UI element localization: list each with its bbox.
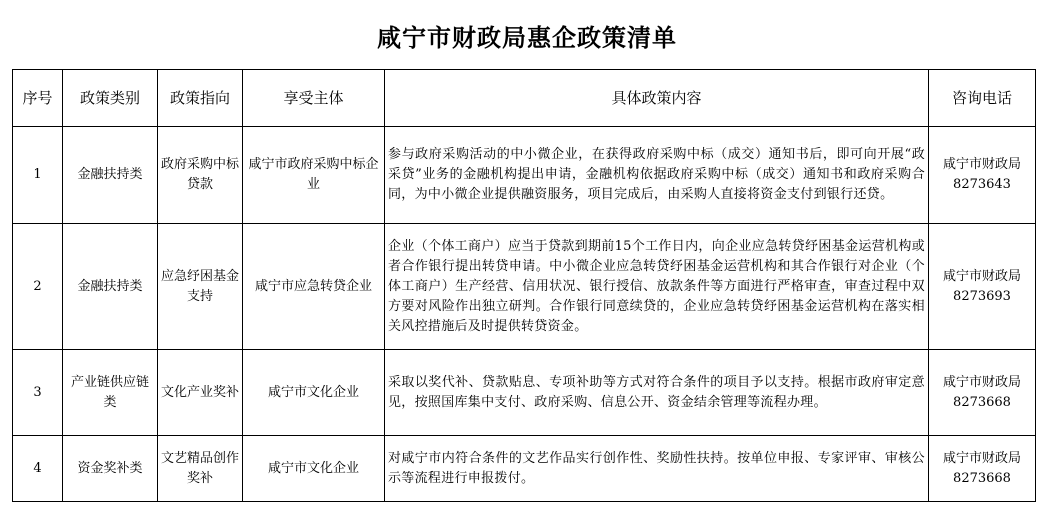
contact-org: 咸宁市财政局	[942, 268, 1021, 284]
cell-direction: 文化产业奖补	[158, 350, 243, 436]
cell-contact	[929, 127, 1036, 224]
contact-org: 咸宁市财政局	[942, 157, 1021, 172]
cell-content: 企业（个体工商户）应当于贷款到期前15个工作日内，向企业应急转贷纾困基金运营机构或者合作银行提出转贷申请。中小微企业应急转贷纾困基金运营机构和其合作银行对企业（个体工商户）生产经营、信用状况、银行授信、放款条件等方面进行严格审查，审查过程中双方要对风险作出独立研判。合作银行同意续贷的，企业应急转贷纾困基金运营机构在落实相关风控措施后及时提供转贷资金。	[385, 224, 929, 350]
header-content: 具体政策内容	[385, 70, 929, 127]
cell-category: 产业链供应链类	[63, 350, 158, 436]
cell-subject: 咸宁市文化企业	[243, 350, 385, 436]
cell-content: 采取以奖代补、贷款贴息、专项补助等方式对符合条件的项目予以支持。根据市政府审定意见，按照国库集中支付、政府采购、信息公开、资金结余管理等流程办理。	[385, 350, 929, 436]
cell-contact	[929, 350, 1036, 436]
cell-subject: 咸宁市文化企业	[243, 436, 385, 502]
cell-subject: 咸宁市政府采购中标企业	[243, 127, 385, 224]
cell-seq: 2	[13, 224, 63, 350]
table-row	[13, 127, 1036, 224]
contact-org: 咸宁市财政局	[942, 450, 1021, 466]
table-header-row	[13, 70, 1036, 127]
header-contact: 咨询电话	[929, 70, 1036, 127]
table-row	[13, 350, 1036, 436]
contact-phone: 8273643	[953, 177, 1011, 192]
contact-phone: 8273668	[953, 470, 1011, 486]
table-row	[13, 224, 1036, 350]
header-subject: 享受主体	[243, 70, 385, 127]
cell-seq: 4	[13, 436, 63, 502]
cell-contact	[929, 436, 1036, 502]
contact-org: 咸宁市财政局	[942, 374, 1021, 390]
cell-category: 资金奖补类	[63, 436, 158, 502]
header-category: 政策类别	[63, 70, 158, 127]
header-direction: 政策指向	[158, 70, 243, 127]
cell-category: 金融扶持类	[63, 127, 158, 224]
cell-contact	[929, 224, 1036, 350]
page-title: 咸宁市财政局惠企政策清单	[377, 24, 677, 52]
cell-seq: 3	[13, 350, 63, 436]
contact-phone: 8273693	[953, 288, 1011, 304]
policy-table	[12, 69, 1036, 502]
cell-content: 参与政府采购活动的中小微企业，在获得政府采购中标（成交）通知书后，即可向开展“政采贷”业务的金融机构提出申请，金融机构依据政府采购中标（成交）通知书和政府采购合同，为中小微企业提供融资服务，项目完成后，由采购人直接将资金支付到银行还贷。	[385, 127, 929, 224]
cell-category: 金融扶持类	[63, 224, 158, 350]
table-row	[13, 436, 1036, 502]
cell-direction: 文艺精品创作奖补	[158, 436, 243, 502]
cell-direction: 政府采购中标贷款	[158, 127, 243, 224]
cell-content: 对咸宁市内符合条件的文艺作品实行创作性、奖励性扶持。按单位申报、专家评审、审核公示等流程进行申报拨付。	[385, 436, 929, 502]
cell-subject: 咸宁市应急转贷企业	[243, 224, 385, 350]
header-seq: 序号	[13, 70, 63, 127]
cell-seq: 1	[13, 127, 63, 224]
cell-direction: 应急纾困基金支持	[158, 224, 243, 350]
contact-phone: 8273668	[953, 394, 1011, 410]
